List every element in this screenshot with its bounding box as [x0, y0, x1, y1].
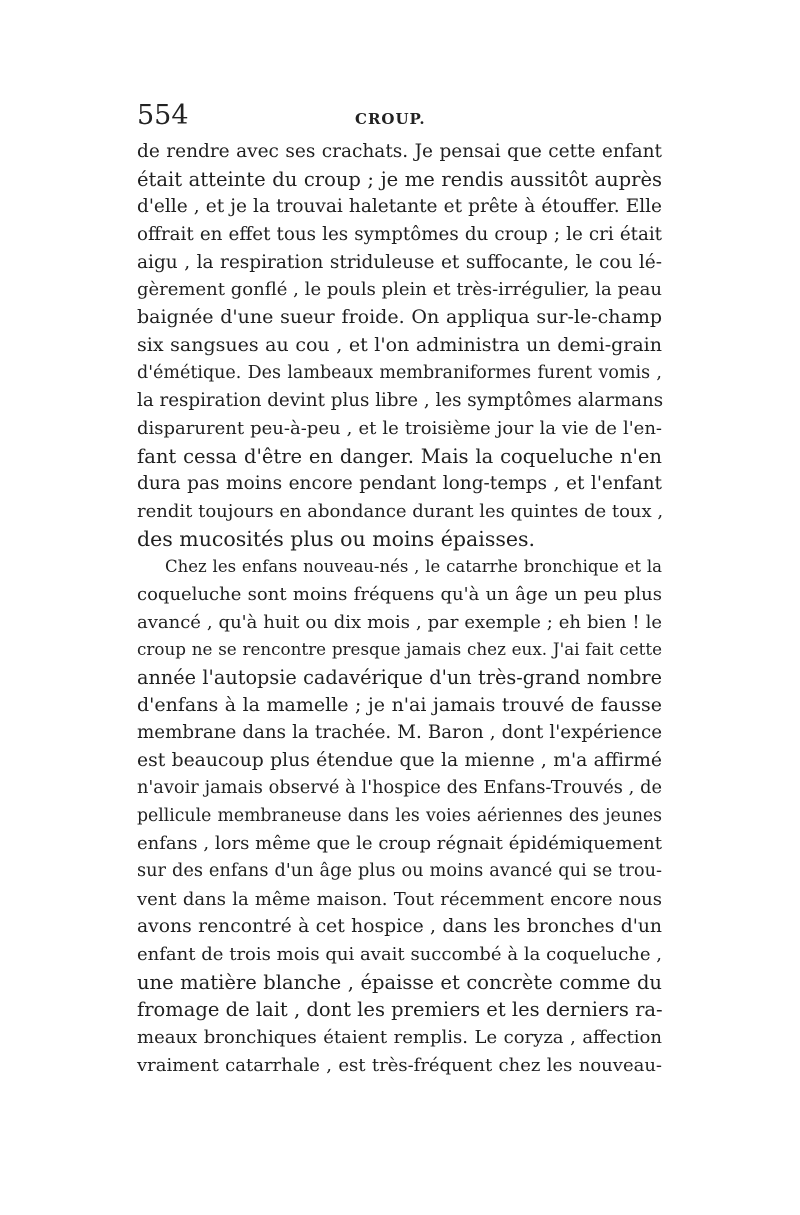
- text-line: membrane dans la trachée. M. Baron , dont l'expérience: [137, 722, 662, 744]
- body-text: [137, 138, 662, 1079]
- text-line: baignée d'une sueur froide. On appliqua sur-le-champ: [137, 306, 662, 329]
- text-line: année l'autopsie cadavérique d'un très-grand nombre: [137, 666, 662, 690]
- page-number: 554: [137, 100, 189, 131]
- text-line: d'émétique. Des lambeaux membraniformes furent vomis ,: [137, 362, 662, 383]
- text-line: sur des enfans d'un âge plus ou moins avancé qui se trou-: [137, 860, 662, 881]
- text-line: enfans , lors même que le croup régnait épidémiquement: [137, 833, 662, 855]
- text-line: d'enfans à la mamelle ; je n'ai jamais trouvé de fausse: [137, 693, 662, 716]
- page-header: [137, 100, 667, 140]
- text-line: gèrement gonflé , le pouls plein et très-irrégulier, la peau: [137, 279, 662, 301]
- running-head: CROUP.: [355, 110, 426, 128]
- text-line: croup ne se rencontre presque jamais chez eux. J'ai fait cette: [137, 639, 662, 660]
- text-line: disparurent peu-à-peu , et le troisième jour la vie de l'en-: [137, 417, 662, 439]
- text-line: coqueluche sont moins fréquens qu'à un âge un peu plus: [137, 584, 662, 605]
- text-line: enfant de trois mois qui avait succombé à la coqueluche ,: [137, 943, 662, 965]
- text-line: était atteinte du croup ; je me rendis aussitôt auprès: [137, 167, 662, 191]
- text-line: des mucosités plus ou moins épaisses.: [137, 526, 536, 551]
- text-line: six sangsues au cou , et l'on administra un demi-grain: [137, 333, 662, 356]
- text-line: fromage de lait , dont les premiers et les derniers ra-: [137, 998, 663, 1022]
- text-line: dura pas moins encore pendant long-temps , et l'enfant: [137, 473, 662, 495]
- text-line: vraiment catarrhale , est très-fréquent chez les nouveau-: [137, 1054, 662, 1076]
- text-line: avancé , qu'à huit ou dix mois , par exemple ; eh bien ! le: [137, 611, 662, 633]
- text-line: aigu , la respiration striduleuse et suffocante, le cou lé-: [137, 251, 662, 273]
- text-line: est beaucoup plus étendue que la mienne , m'a affirmé: [137, 750, 662, 772]
- text-line: vent dans la même maison. Tout récemment encore nous: [137, 888, 662, 910]
- text-line: offrait en effet tous les symptômes du croup ; le cri était: [137, 224, 662, 246]
- text-line: avons rencontré à cet hospice , dans les bronches d'un: [137, 916, 662, 938]
- text-line: pellicule membraneuse dans les voies aériennes des jeunes: [137, 805, 662, 826]
- text-line: rendit toujours en abondance durant les quintes de toux ,: [137, 500, 664, 522]
- text-line: la respiration devint plus libre , les symptômes alarmans: [137, 390, 664, 412]
- text-line: meaux bronchiques étaient remplis. Le coryza , affection: [137, 1027, 662, 1048]
- text-line: de rendre avec ses crachats. Je pensai que cette enfant: [137, 141, 662, 162]
- paragraph-first-line: Chez les enfans nouveau-nés , le catarrhe bronchique et la: [165, 557, 662, 577]
- text-line: d'elle , et je la trouvai haletante et prête à étouffer. Elle: [137, 196, 662, 218]
- text-line: fant cessa d'être en danger. Mais la coqueluche n'en: [137, 444, 662, 468]
- text-line: n'avoir jamais observé à l'hospice des Enfans-Trouvés , de: [137, 777, 662, 798]
- text-line: une matière blanche , épaisse et concrète comme du: [137, 970, 662, 994]
